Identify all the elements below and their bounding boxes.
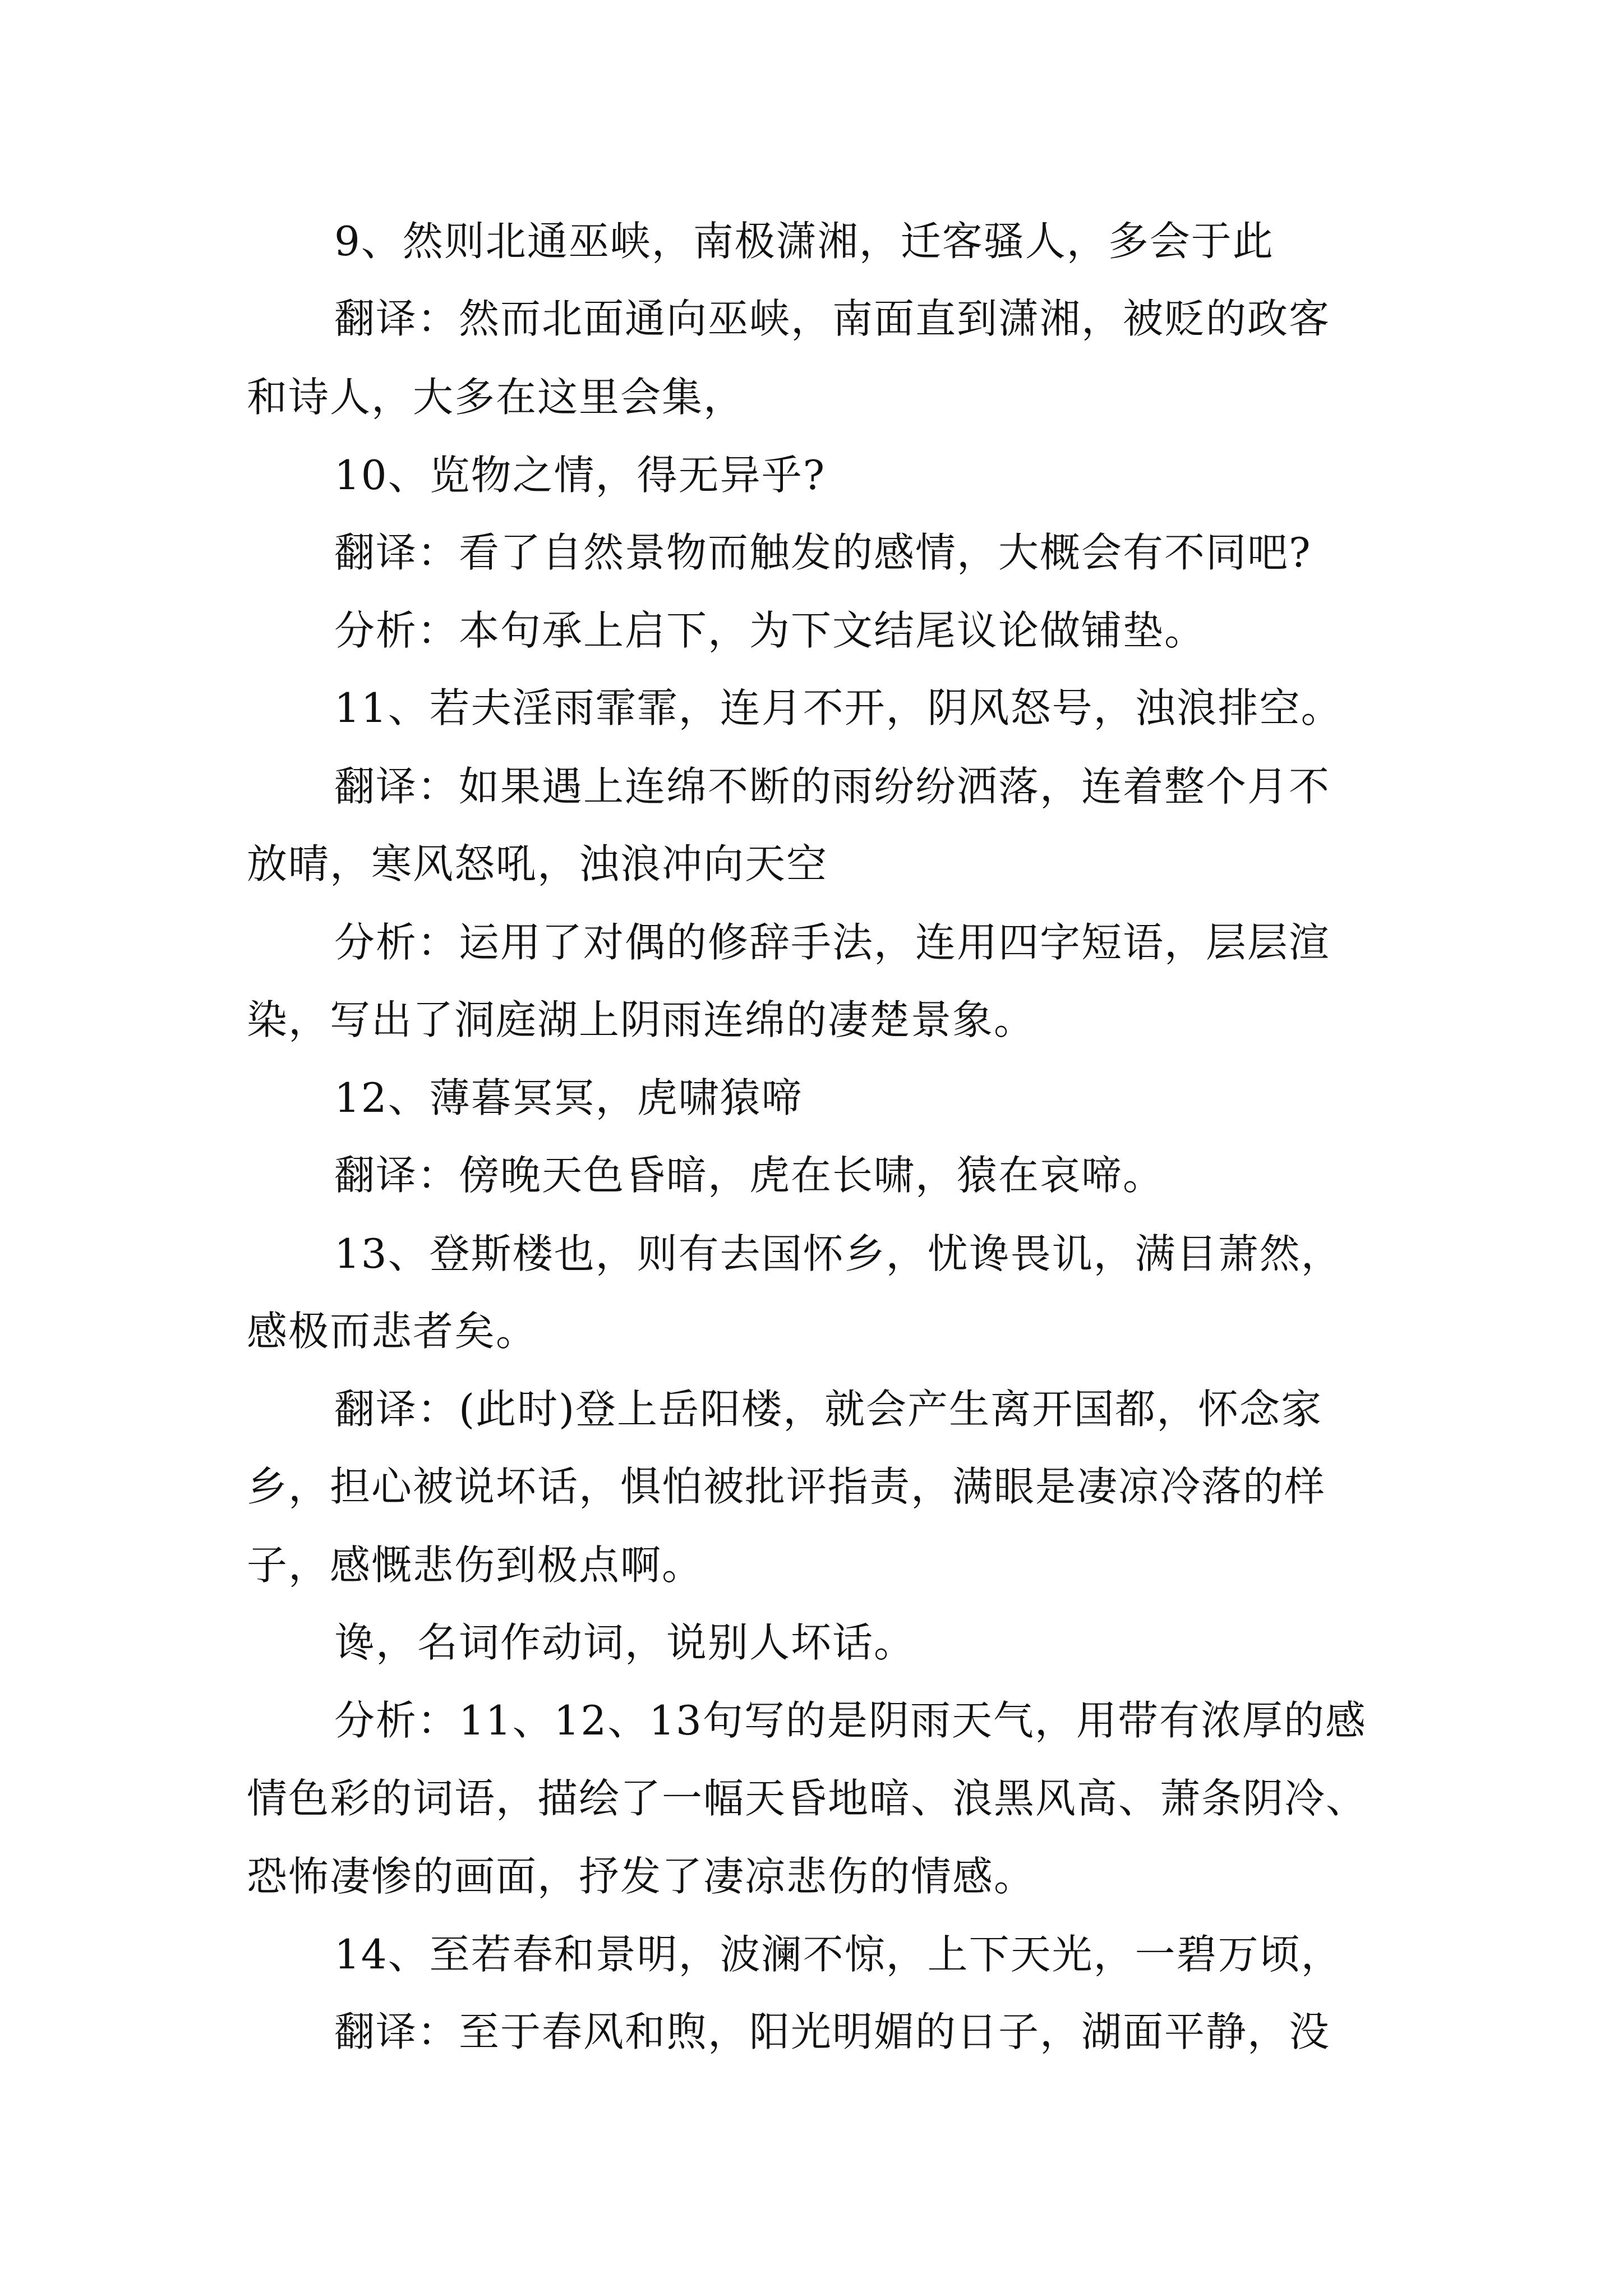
- text-line: 12、薄暮冥冥，虎啸猿啼: [334, 1074, 803, 1121]
- text-line: 恐怖凄惨的画面，抒发了凄凉悲伤的情感。: [247, 1853, 1036, 1900]
- text-line: 放晴，寒风怒吼，浊浪冲向天空: [247, 840, 828, 887]
- text-line: 13、登斯楼也，则有去国怀乡，忧谗畏讥，满目萧然，: [334, 1230, 1343, 1277]
- text-line: 分析：本句承上启下，为下文结尾议论做铺垫。: [334, 607, 1206, 654]
- text-line: 翻译：傍晚天色昏暗，虎在长啸，猿在哀啼。: [334, 1152, 1165, 1199]
- text-line: 翻译：(此时)登上岳阳楼，就会产生离开国都，怀念家: [334, 1386, 1323, 1433]
- text-line: 10、览物之情，得无异乎?: [334, 452, 826, 499]
- text-line: 11、若夫淫雨霏霏，连月不开，阴风怒号，浊浪排空。: [334, 684, 1343, 731]
- text-line: 感极而悲者矣。: [247, 1308, 538, 1355]
- text-line: 翻译：如果遇上连绵不断的雨纷纷洒落，连着整个月不: [334, 763, 1331, 810]
- text-line: 染，写出了洞庭湖上阴雨连绵的凄楚景象。: [247, 996, 1036, 1043]
- text-line: 乡，担心被说坏话，惧怕被批评指责，满眼是凄凉冷落的样: [247, 1463, 1326, 1510]
- text-line: 情色彩的词语，描绘了一幅天昏地暗、浪黑风高、萧条阴冷、: [247, 1775, 1368, 1822]
- text-line: 谗，名词作动词，说别人坏话。: [334, 1619, 916, 1666]
- text-line: 14、至若春和景明，波澜不惊，上下天光，一碧万顷，: [334, 1931, 1343, 1978]
- text-line: 翻译：然而北面通向巫峡，南面直到潇湘，被贬的政客: [334, 295, 1331, 342]
- text-line: 和诗人，大多在这里会集，: [247, 374, 745, 421]
- text-line: 分析：运用了对偶的修辞手法，连用四字短语，层层渲: [334, 919, 1331, 966]
- text-line: 分析：11、12、13句写的是阴雨天气，用带有浓厚的感: [334, 1697, 1367, 1744]
- text-line: 9、然则北通巫峡，南极潇湘，迁客骚人，多会于此: [334, 218, 1274, 265]
- text-line: 子，感慨悲伤到极点啊。: [247, 1542, 704, 1589]
- text-line: 翻译：看了自然景物而触发的感情，大概会有不同吧?: [334, 529, 1312, 576]
- text-line: 翻译：至于春风和煦，阳光明媚的日子，湖面平静，没: [334, 2008, 1331, 2055]
